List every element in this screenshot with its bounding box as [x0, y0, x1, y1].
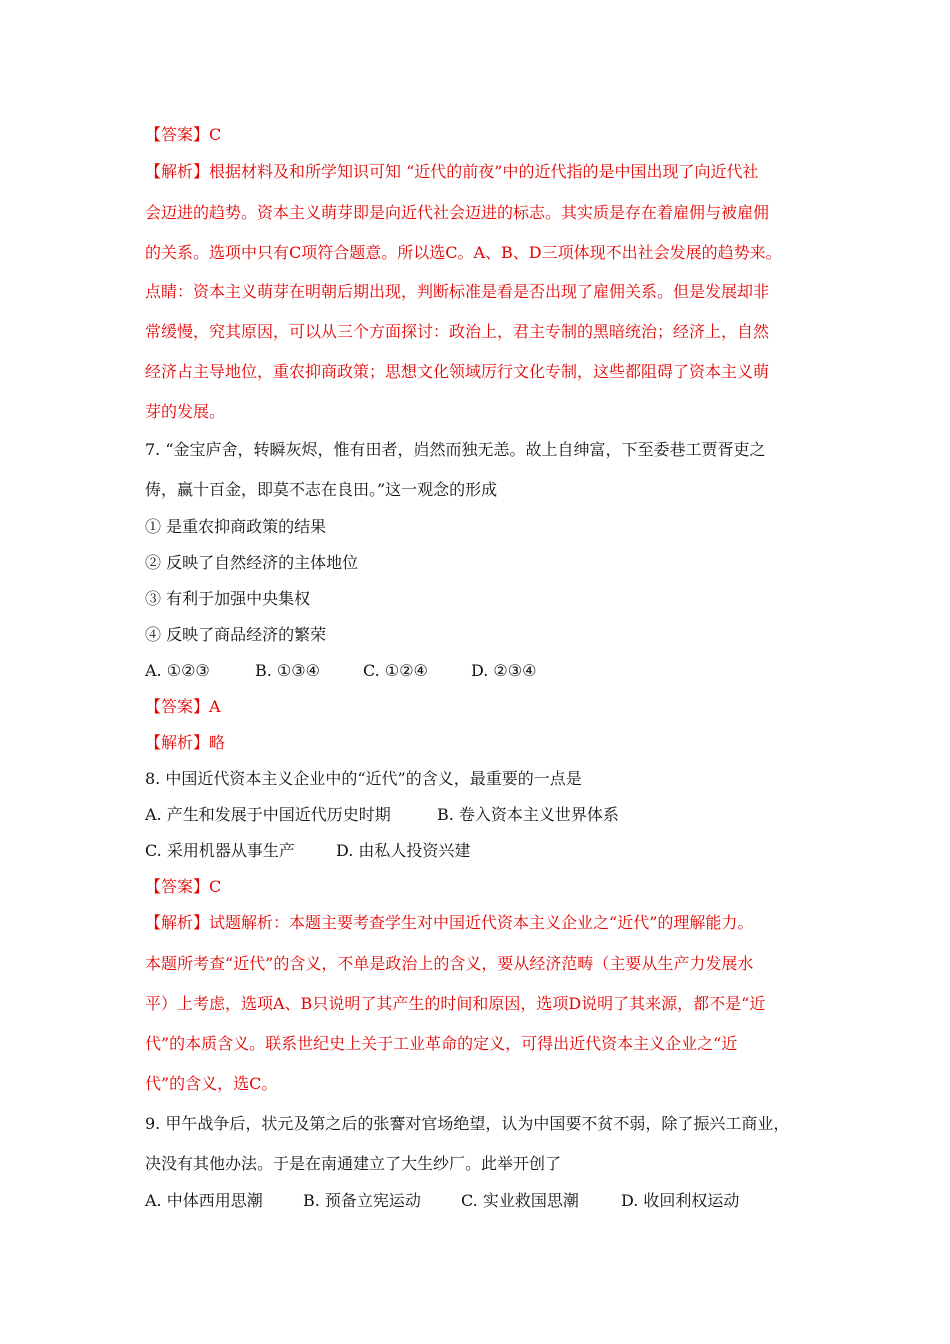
q8-analysis-line: 本题所考查“近代”的含义，不单是政治上的含义，要从经济范畴（主要从生产力发展水	[145, 954, 754, 973]
q9-options	[145, 1190, 739, 1212]
q8-analysis-line: 代”的本质含义。联系世纪史上关于工业革命的定义，可得出近代资本主义企业之“近	[145, 1034, 738, 1053]
q7-option-a: A. ①②③	[145, 661, 210, 680]
q7-analysis: 【解析】略	[145, 733, 226, 752]
q8-option-c: C. 采用机器从事生产	[145, 841, 295, 860]
q6-analysis-line: 【解析】根据材料及和所学知识可知 “近代的前夜”中的近代指的是中国出现了向近代社	[145, 162, 759, 181]
q6-analysis-line: 的关系。选项中只有C项符合题意。所以选C。A、B、D三项体现不出社会发展的趋势来。	[145, 243, 782, 262]
q6-analysis-line: 常缓慢，究其原因，可以从三个方面探讨：政治上，君主专制的黑暗统治；经济上，自然	[145, 322, 770, 341]
q7-stem-line: 俦，赢十百金，即莫不志在良田。”这一观念的形成	[145, 480, 498, 499]
q8-options-row	[145, 840, 470, 862]
q9-option-b: B. 预备立宪运动	[303, 1191, 421, 1210]
q9-stem-line: 决没有其他办法。于是在南通建立了大生纱厂。此举开创了	[145, 1154, 562, 1173]
q8-option-a: A. 产生和发展于中国近代历史时期	[145, 805, 391, 824]
answer-value: C	[209, 125, 222, 144]
q6-answer	[145, 124, 221, 146]
analysis-tag: 【解析】	[145, 913, 210, 932]
q9-option-c: C. 实业救国思潮	[461, 1191, 579, 1210]
answer-tag: 【答案】	[145, 125, 210, 144]
q6-analysis-line: 点睛：资本主义萌芽在明朝后期出现，判断标准是看是否出现了雇佣关系。但是发展却非	[145, 282, 770, 301]
q9-option-a: A. 中体西用思潮	[145, 1191, 263, 1210]
q8-stem: 8. 中国近代资本主义企业中的“近代”的含义，最重要的一点是	[145, 769, 582, 788]
q6-analysis-line: 经济占主导地位，重农抑商政策；思想文化领域厉行文化专制，这些都阻碍了资本主义萌	[145, 362, 770, 381]
q8-analysis-line: 平）上考虑，选项A、B只说明了其产生的时间和原因，选项D说明了其来源，都不是“近	[145, 994, 766, 1013]
answer-tag: 【答案】	[145, 697, 210, 716]
q7-statement: ① 是重农抑商政策的结果	[145, 517, 327, 536]
q6-analysis-line: 芽的发展。	[145, 402, 226, 421]
answer-value: A	[209, 697, 221, 716]
q8-analysis-line: 代”的含义，选C。	[145, 1074, 278, 1093]
analysis-tag: 【解析】	[145, 733, 210, 752]
q6-analysis-line: 会迈进的趋势。资本主义萌芽即是向近代社会迈进的标志。其实质是存在着雇佣与被雇佣	[145, 203, 770, 222]
q7-statement: ④ 反映了商品经济的繁荣	[145, 625, 327, 644]
q7-statement: ② 反映了自然经济的主体地位	[145, 553, 359, 572]
q7-option-b: B. ①③④	[255, 661, 320, 680]
answer-value: C	[209, 877, 222, 896]
q8-analysis-line: 【解析】试题解析：本题主要考查学生对中国近代资本主义企业之“近代”的理解能力。	[145, 913, 754, 932]
q7-option-c: C. ①②④	[363, 661, 428, 680]
q7-stem-line: 7. “金宝庐舍，转瞬灰烬，惟有田者，岿然而独无恙。故上自绅富，下至委巷工贾胥吏之	[145, 440, 766, 459]
q8-answer	[145, 876, 221, 898]
q7-options	[145, 660, 536, 682]
q8-option-d: D. 由私人投资兴建	[336, 841, 471, 860]
q7-answer	[145, 696, 221, 718]
q8-options-row	[145, 804, 619, 826]
q7-statement: ③ 有利于加强中央集权	[145, 589, 311, 608]
q9-stem-line: 9. 甲午战争后，状元及第之后的张謇对官场绝望，认为中国要不贫不弱，除了振兴工商业，	[145, 1114, 790, 1133]
answer-tag: 【答案】	[145, 877, 210, 896]
analysis-tag: 【解析】	[145, 162, 210, 181]
q7-option-d: D. ②③④	[471, 661, 537, 680]
q9-option-d: D. 收回利权运动	[621, 1191, 740, 1210]
q8-option-b: B. 卷入资本主义世界体系	[437, 805, 619, 824]
